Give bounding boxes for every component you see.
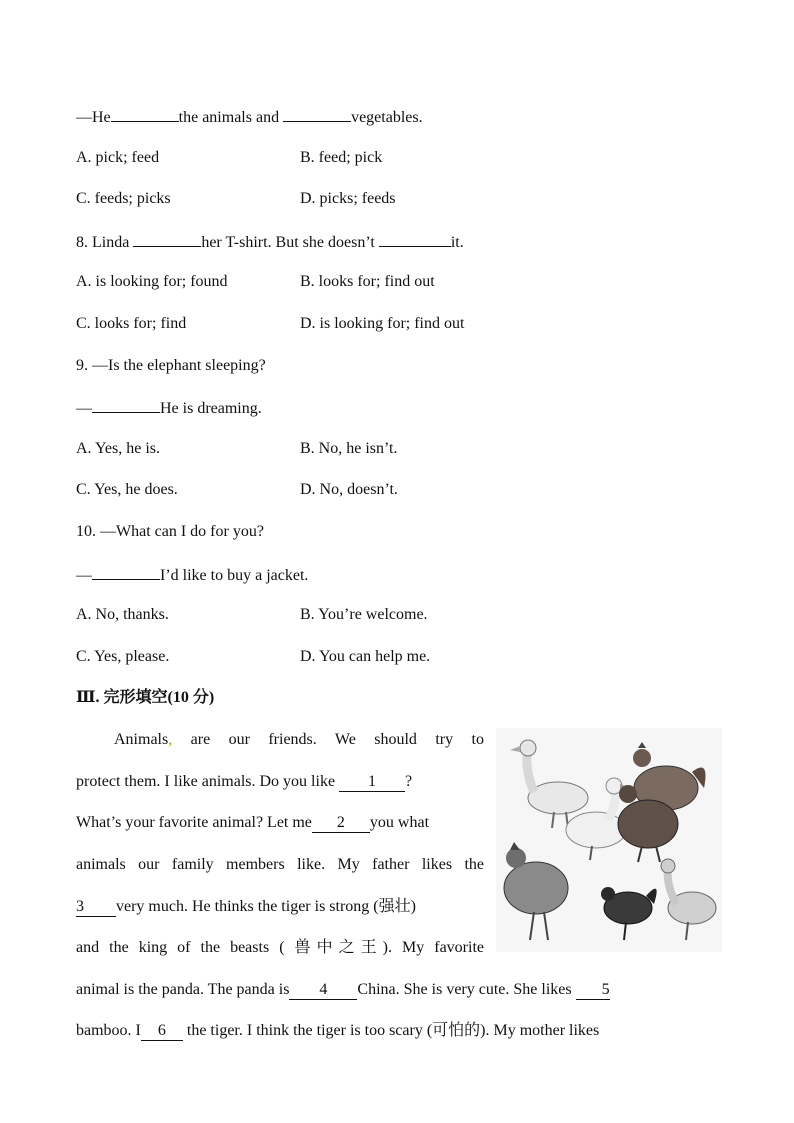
q10-reply <box>76 564 308 586</box>
q7-mid: the animals and <box>178 109 284 126</box>
passage-text: the tiger. I think the tiger is too scary (可怕的). My mother likes <box>182 1022 600 1039</box>
cloze-blank-3[interactable]: 3 <box>76 898 116 917</box>
q7-option-d: D. picks; feeds <box>300 190 396 207</box>
passage-line-8 <box>76 1021 726 1041</box>
q9-reply-dash: — <box>76 400 92 417</box>
q7-option-c: C. feeds; picks <box>76 190 171 207</box>
passage-text: China. She is very cute. She likes <box>357 981 572 998</box>
q9-reply <box>76 397 262 419</box>
q9-question: 9. —Is the elephant sleeping? <box>76 357 266 374</box>
q7-option-b: B. feed; pick <box>300 149 383 166</box>
q7-pre: —He <box>76 109 111 126</box>
passage-text: Animals <box>114 731 169 748</box>
passage-text: protect them. I like animals. Do you like <box>76 773 336 790</box>
passage-line-3 <box>76 813 484 833</box>
passage-line-7 <box>76 980 726 1000</box>
q8-option-a: A. is looking for; found <box>76 273 228 290</box>
q7-line <box>76 106 423 128</box>
cloze-blank-1[interactable]: 1 <box>339 773 405 792</box>
answer-blank[interactable] <box>133 231 201 247</box>
answer-blank[interactable] <box>283 106 351 122</box>
q8-post: it. <box>450 234 464 251</box>
cloze-blank-4[interactable]: 4 <box>289 981 357 1000</box>
q9-option-d: D. No, doesn’t. <box>300 481 398 498</box>
passage-line-2 <box>76 772 484 792</box>
q10-question: 10. —What can I do for you? <box>76 523 264 540</box>
passage-text: , <box>168 731 173 748</box>
q9-option-a: A. Yes, he is. <box>76 440 161 457</box>
passage-line-6: and the king of the beasts ( 兽中之王). My favorite <box>76 939 484 956</box>
q9-option-c: C. Yes, he does. <box>76 481 178 498</box>
passage-text: are our friends. We should try to <box>172 731 484 748</box>
answer-blank[interactable] <box>92 397 160 413</box>
passage-text: you what <box>369 814 430 831</box>
q8-mid: her T-shirt. But she doesn’t <box>201 234 379 251</box>
q7-post: vegetables. <box>351 109 423 126</box>
q8-option-b: B. looks for; find out <box>300 273 435 290</box>
q10-option-c: C. Yes, please. <box>76 648 170 665</box>
passage-text: ? <box>405 773 413 790</box>
q10-reply-text: I’d like to buy a jacket. <box>160 567 309 584</box>
section-title: Ⅲ. 完形填空(10 分) <box>76 689 215 706</box>
q8-line <box>76 231 464 253</box>
passage-text: animal is the panda. The panda is <box>76 981 290 998</box>
passage-text: bamboo. I <box>76 1022 141 1039</box>
q8-option-c: C. looks for; find <box>76 315 187 332</box>
q8-pre: 8. Linda <box>76 234 134 251</box>
poultry-photo <box>496 728 722 952</box>
passage-line-5 <box>76 897 484 917</box>
passage-text: What’s your favorite animal? Let me <box>76 814 312 831</box>
q8-option-d: D. is looking for; find out <box>300 315 465 332</box>
q9-option-b: B. No, he isn’t. <box>300 440 398 457</box>
q10-reply-dash: — <box>76 567 92 584</box>
cloze-blank-6[interactable]: 6 <box>141 1022 183 1041</box>
passage-text: very much. He thinks the tiger is strong (强壮) <box>116 898 416 915</box>
passage-line-4: animals our family members like. My father likes the <box>76 856 484 873</box>
answer-blank[interactable] <box>111 106 179 122</box>
passage-line-1 <box>76 730 484 750</box>
q10-option-d: D. You can help me. <box>300 648 431 665</box>
answer-blank[interactable] <box>379 231 451 247</box>
q10-option-b: B. You’re welcome. <box>300 606 428 623</box>
poultry-illustration <box>496 728 722 952</box>
q7-option-a: A. pick; feed <box>76 149 160 166</box>
q10-option-a: A. No, thanks. <box>76 606 169 623</box>
q9-reply-text: He is dreaming. <box>160 400 262 417</box>
cloze-blank-2[interactable]: 2 <box>312 814 370 833</box>
cloze-blank-5[interactable]: 5 <box>576 981 610 1000</box>
answer-blank[interactable] <box>92 564 160 580</box>
